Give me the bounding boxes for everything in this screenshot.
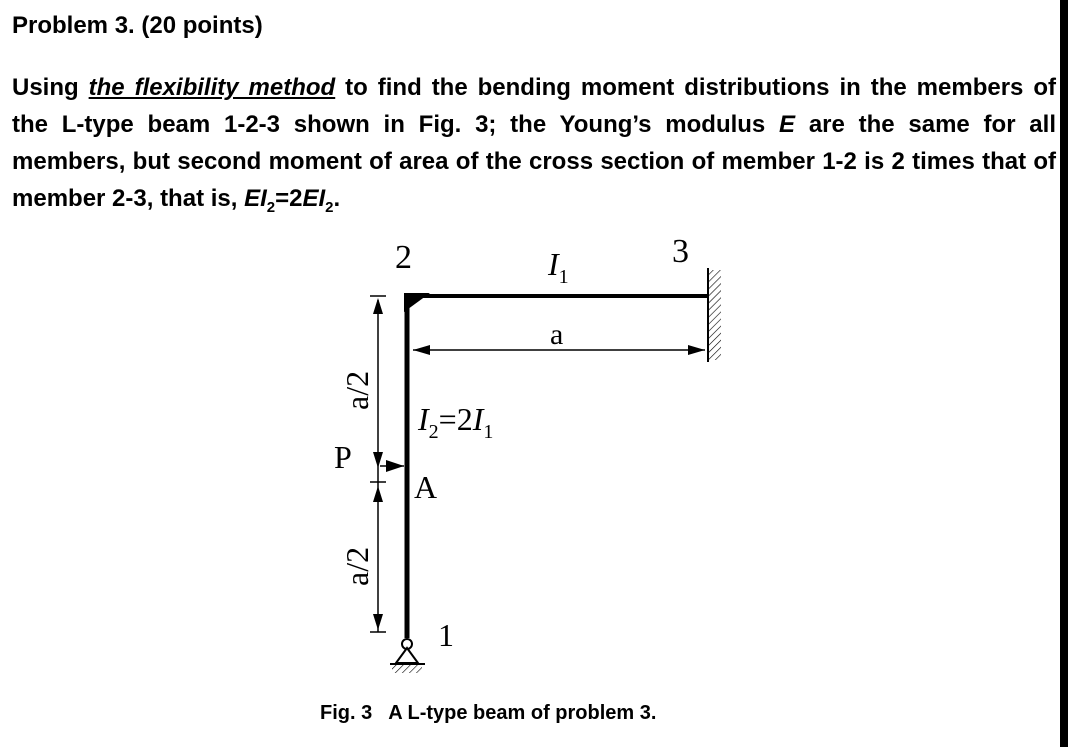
column-inertia-label bbox=[417, 401, 493, 443]
eq-period: . bbox=[333, 185, 341, 212]
column-inertia-i: I bbox=[418, 401, 429, 437]
beam-inertia-label bbox=[547, 246, 569, 288]
node-label-1: 1 bbox=[438, 617, 454, 653]
column-inertia-eq: =2 bbox=[438, 401, 473, 437]
eq-equals-2: =2 bbox=[275, 185, 303, 212]
node-label-3: 3 bbox=[672, 233, 689, 270]
caption-text: A L-type beam of problem 3. bbox=[388, 702, 657, 724]
column-inertia-sub2: 1 bbox=[483, 421, 494, 443]
beam-inertia-i: I bbox=[548, 246, 559, 282]
eq-sub-2: 2 bbox=[266, 198, 276, 216]
dim-lower-label: a/2 bbox=[339, 546, 375, 586]
beam-inertia-sub: 1 bbox=[558, 266, 569, 288]
eq-ei-right: EI bbox=[302, 185, 326, 212]
eq-sub-1: 2 bbox=[325, 198, 334, 216]
caption-number: Fig. 3 bbox=[320, 702, 373, 724]
method-emphasis: the flexibility method bbox=[88, 74, 336, 101]
statement-part-2: to find the bending moment distributions in the members of the L-type beam 1-2-3 shown in Fig. 3; the Young’s modulus bbox=[12, 74, 1057, 138]
eq-ei-left: EI bbox=[244, 185, 267, 212]
problem-title: Problem 3. (20 points) bbox=[12, 12, 263, 39]
pin-support bbox=[390, 639, 425, 673]
column-inertia-i2: I bbox=[472, 401, 484, 437]
dim-upper-label: a/2 bbox=[339, 370, 375, 410]
node-label-2: 2 bbox=[395, 239, 412, 276]
figure-caption bbox=[320, 702, 656, 725]
span-label: a bbox=[550, 318, 564, 351]
fixed-support-hatch bbox=[709, 270, 721, 360]
statement-part-3: are the same for all members, but second moment of area of the cross section of member 1-2 is 2 times that of member 2-3, that is, bbox=[12, 111, 1056, 212]
statement-part-1: Using bbox=[12, 74, 89, 101]
load-label: P bbox=[334, 439, 352, 475]
point-a-label: A bbox=[414, 469, 438, 505]
load-arrow bbox=[380, 460, 404, 472]
column-inertia-sub: 2 bbox=[428, 421, 439, 443]
youngs-modulus-symbol: E bbox=[779, 111, 796, 138]
